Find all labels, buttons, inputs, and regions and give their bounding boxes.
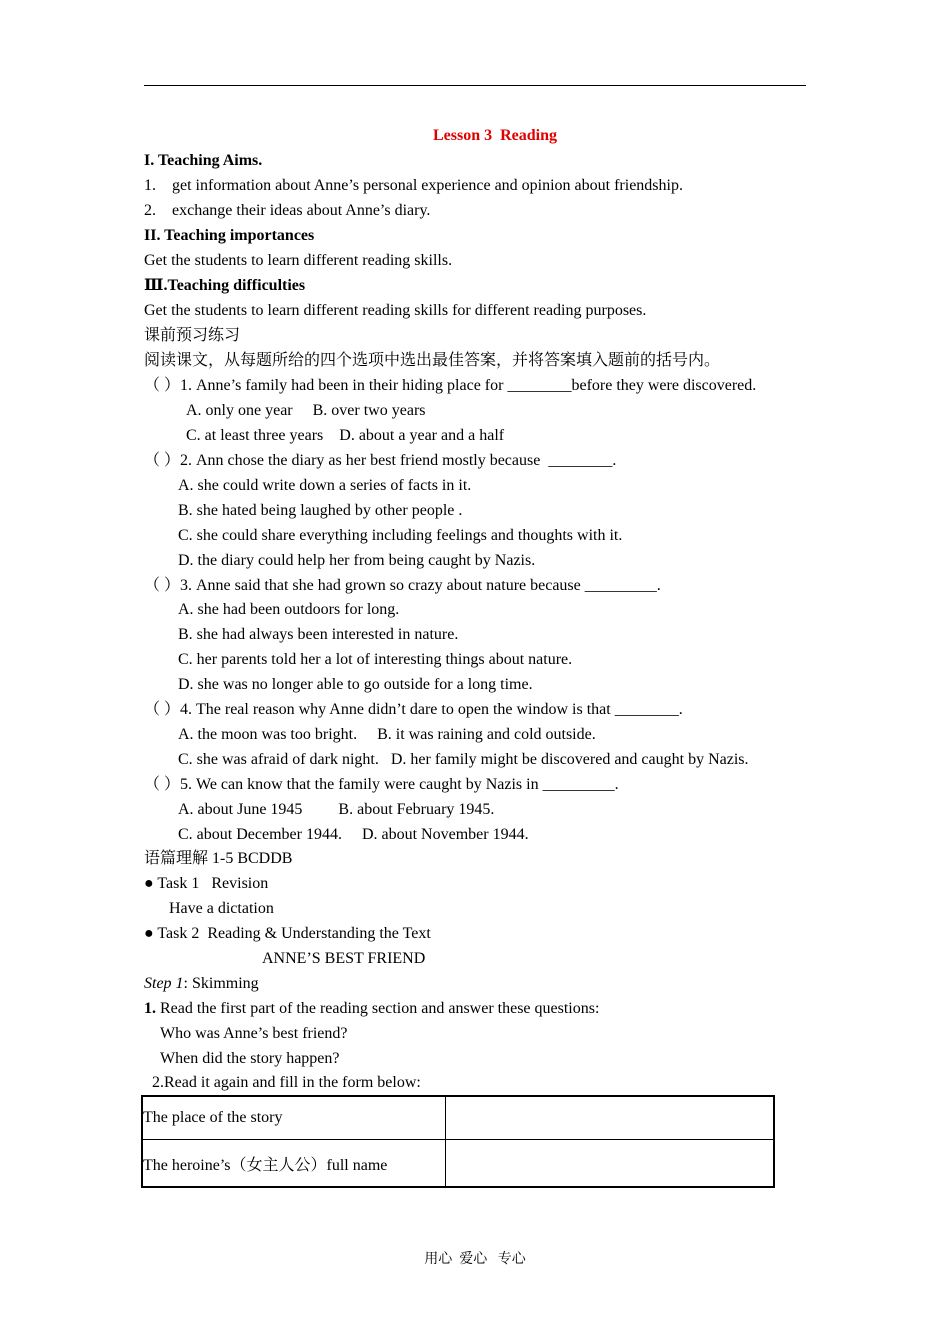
table-row <box>142 1140 774 1188</box>
option-line: A. about June 1945 B. about February 1945. <box>178 801 495 818</box>
table-label-cell: The heroine’s（女主人公）full name <box>142 1140 446 1188</box>
question: （ ）4. The real reason why Anne didn’t dare to open the window is that ________. <box>144 701 683 718</box>
option-line: B. she had always been interested in nature. <box>178 626 459 643</box>
question-line: When did the story happen? <box>160 1050 340 1067</box>
lesson-title: Lesson 3 Reading <box>432 127 558 144</box>
question: （ ）3. Anne said that she had grown so crazy about nature because _________. <box>144 577 661 594</box>
step-label: Step 1 <box>144 975 184 992</box>
table-label-cell: The place of the story <box>142 1096 446 1140</box>
header-rule <box>144 85 806 86</box>
step-number: 1. <box>144 1000 156 1017</box>
option-line: D. the diary could help her from being caught by Nazis. <box>178 552 536 569</box>
option-line: B. she hated being laughed by other people . <box>178 502 463 519</box>
question: （ ）5. We can know that the family were caught by Nazis in _________. <box>144 776 619 793</box>
task-heading: ● Task 2 Reading & Understanding the Text <box>144 925 431 942</box>
table-answer-cell[interactable] <box>446 1140 775 1188</box>
page-footer: 用心 爱心 专心 <box>424 1252 526 1267</box>
section-heading: I. Teaching Aims. <box>144 152 263 169</box>
step-text: Read the first part of the reading section and answer these questions: <box>156 1000 600 1017</box>
option-line: A. she had been outdoors for long. <box>178 601 400 618</box>
question-line: Who was Anne’s best friend? <box>160 1025 348 1042</box>
task-detail: Have a dictation <box>169 900 274 917</box>
step-heading <box>144 974 259 994</box>
option-line: D. she was no longer able to go outside for a long time. <box>178 676 533 693</box>
option-line: C. at least three years D. about a year and a half <box>186 427 505 444</box>
preview-heading: 课前预习练习 <box>144 327 241 344</box>
step-instruction <box>144 999 599 1019</box>
table-row <box>142 1096 774 1140</box>
table-answer-cell[interactable] <box>446 1096 775 1140</box>
fill-in-form <box>141 1095 775 1188</box>
text-title: ANNE’S BEST FRIEND <box>262 950 426 967</box>
option-line: C. she was afraid of dark night. D. her family might be discovered and caught by Nazis. <box>178 751 749 768</box>
paragraph: Get the students to learn different reading skills for different reading purposes. <box>144 302 647 319</box>
aim-item: 1. get information about Anne’s personal experience and opinion about friendship. <box>144 177 683 194</box>
task-heading: ● Task 1 Revision <box>144 875 269 892</box>
option-line: C. her parents told her a lot of interesting things about nature. <box>178 651 573 668</box>
option-line: A. the moon was too bright. B. it was raining and cold outside. <box>178 726 596 743</box>
option-line: A. only one year B. over two years <box>186 402 426 419</box>
option-line: C. she could share everything including feelings and thoughts with it. <box>178 527 623 544</box>
section-heading: Ⅲ.Teaching difficulties <box>144 277 306 294</box>
section-heading: II. Teaching importances <box>144 227 315 244</box>
question: （ ）1. Anne’s family had been in their hiding place for ________before they were discovered. <box>144 377 757 394</box>
answer-key: 语篇理解 1-5 BCDDB <box>144 850 293 867</box>
step-name: : Skimming <box>183 975 259 992</box>
aim-item: 2. exchange their ideas about Anne’s diary. <box>144 202 431 219</box>
option-line: C. about December 1944. D. about November 1944. <box>178 826 529 843</box>
instructions: 阅读课文，从每题所给的四个选项中选出最佳答案，并将答案填入题前的括号内。 <box>144 352 721 369</box>
paragraph: Get the students to learn different reading skills. <box>144 252 453 269</box>
question: （ ）2. Ann chose the diary as her best friend mostly because ________. <box>144 452 617 469</box>
step-instruction: 2.Read it again and fill in the form below: <box>152 1074 421 1091</box>
option-line: A. she could write down a series of facts in it. <box>178 477 472 494</box>
